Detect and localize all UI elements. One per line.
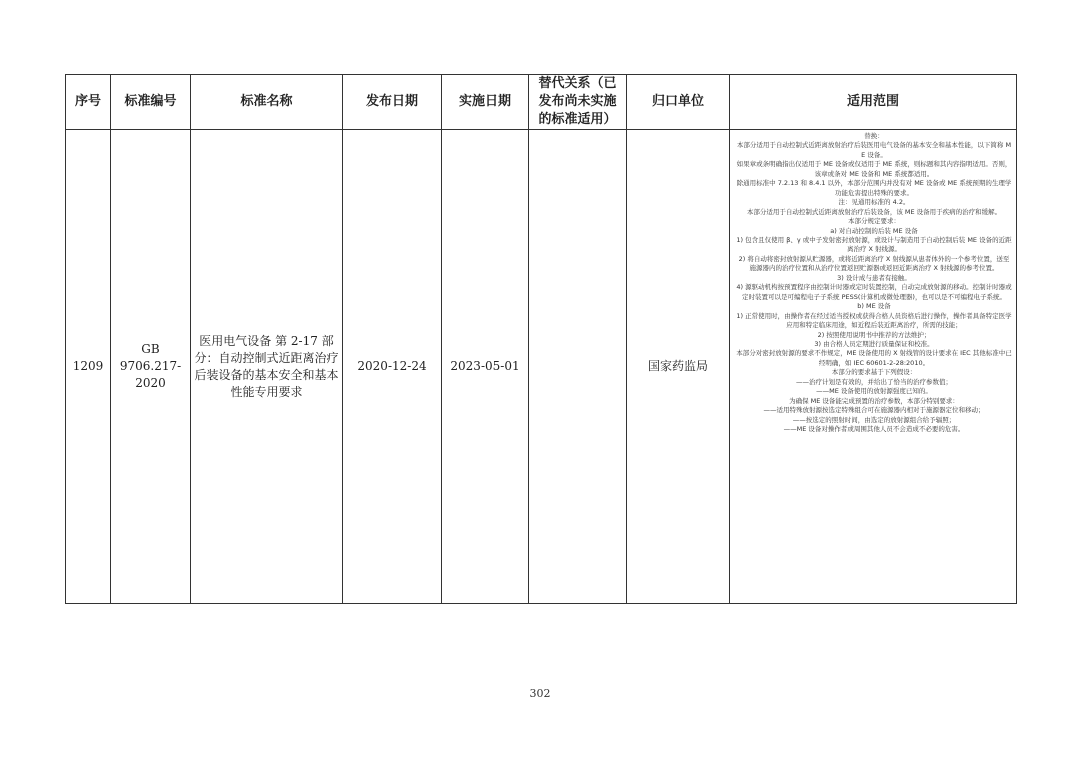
scope-line: 本部分规定要求：	[848, 217, 900, 226]
scope-line: 本部分适用于自动控制式近距离放射治疗后装医用电气设备的基本安全和基本性能，以下简称 ME 设备。	[736, 141, 1012, 159]
scope-line: 为确保 ME 设备能完成预置的治疗参数，本部分特别要求：	[789, 396, 959, 405]
scope-line: 2) 将自动将密封放射源从贮源器，或将近距离治疗 X 射线源从患者体外的一个参考位置，送至施源器内的治疗位置和从治疗位置返回贮源器或返回近距离治疗 X 射线源的参考位置。	[738, 254, 1010, 273]
scope-line: 注：见通用标准的 4.2。	[838, 198, 910, 207]
header-seq: 序号	[66, 75, 111, 130]
cell-name: 医用电气设备 第 2-17 部分：自动控制式近距离治疗后装设备的基本安全和基本性能专用要求	[191, 130, 343, 604]
cell-implement-date: 2023-05-01	[442, 130, 529, 604]
header-replaces: 替代关系（已发布尚未实施的标准适用）	[529, 75, 627, 130]
scope-line: ——按选定的照射时间，由选定的放射源组合给予辐照；	[792, 415, 956, 424]
scope-line: 本部分的要求基于下列假设：	[831, 368, 917, 377]
table-header-row	[66, 75, 1017, 130]
header-code: 标准编号	[111, 75, 191, 130]
cell-scope	[730, 130, 1017, 604]
table-row	[66, 130, 1017, 604]
scope-line: ——ME 设备使用的放射源强度已知的。	[816, 387, 932, 396]
cell-replaces	[529, 130, 627, 604]
scope-text	[730, 130, 1016, 603]
header-name: 标准名称	[191, 75, 343, 130]
header-scope: 适用范围	[730, 75, 1017, 130]
scope-line: b) ME 设备	[857, 302, 891, 311]
page-number: 302	[529, 687, 551, 700]
standards-table	[65, 74, 1017, 604]
scope-line: 3) 由合格人员定期进行质量保证和校准。	[814, 339, 934, 348]
cell-publish-date: 2020-12-24	[343, 130, 442, 604]
scope-line: 4) 源驱动机构按预置程序由控制计时器或定时装置控制，自动完成放射源的移动。控制计时器或定时装置可以是可编程电子子系统 PESS(计算机或微处理器)，也可以是不可编程电子系统。	[736, 283, 1012, 301]
scope-line: 本部分适用于自动控制式近距离放射治疗后装设备，该 ME 设备用于疾病的治疗和缓解。	[746, 207, 1002, 216]
cell-code: GB 9706.217-2020	[111, 130, 191, 604]
scope-line: 1) 正常使用时，由操作者在经过适当授权或获得合格人员资格后进行操作，操作者具备特定医学应用和特定临床用途，如近程后装近距离治疗，所需的技能；	[736, 311, 1012, 330]
scope-line: ——治疗计划是有效的，并给出了恰当的治疗参数值；	[796, 377, 952, 386]
header-authority: 归口单位	[627, 75, 730, 130]
scope-line: 替换：	[864, 132, 884, 140]
scope-line: ——适用特殊放射源按选定特殊组合可在施源器内相对于施源器定位和移动；	[763, 406, 985, 415]
scope-line: ——ME 设备对操作者或周围其他人员不会造成不必要的危害。	[783, 425, 965, 434]
header-publish-date: 发布日期	[343, 75, 442, 130]
scope-line: 除通用标准中 7.2.13 和 8.4.1 以外，本部分范围内并没有对 ME 设备或 ME 系统预期的生理学功能危害提出特殊的要求。	[736, 179, 1012, 197]
scope-line: 2) 按照使用说明书中推荐的方法维护；	[817, 330, 931, 339]
scope-line: 3) 设计成与患者有接触。	[837, 273, 911, 282]
scope-line: a) 对自动控制的后装 ME 设备	[830, 226, 918, 235]
scope-line: 如果章或条明确指出仅适用于 ME 设备或仅适用于 ME 系统，则标题和其内容指明适用。否则，该章或条对 ME 设备和 ME 系统都适用。	[736, 160, 1012, 178]
cell-authority: 国家药监局	[627, 130, 730, 604]
scope-line: 1) 包含且仅使用 β、γ 或中子发射密封放射源，或设计与制造用于自动控制后装 ME 设备的近距离治疗 X 射线源。	[736, 235, 1012, 254]
cell-seq: 1209	[66, 130, 111, 604]
header-implement-date: 实施日期	[442, 75, 529, 130]
scope-line: 本部分对密封放射源的要求不作规定，ME 设备使用的 X 射线管的设计要求在 IEC 其他标准中已经明确，如 IEC 60601-2-28:2010。	[736, 349, 1012, 367]
